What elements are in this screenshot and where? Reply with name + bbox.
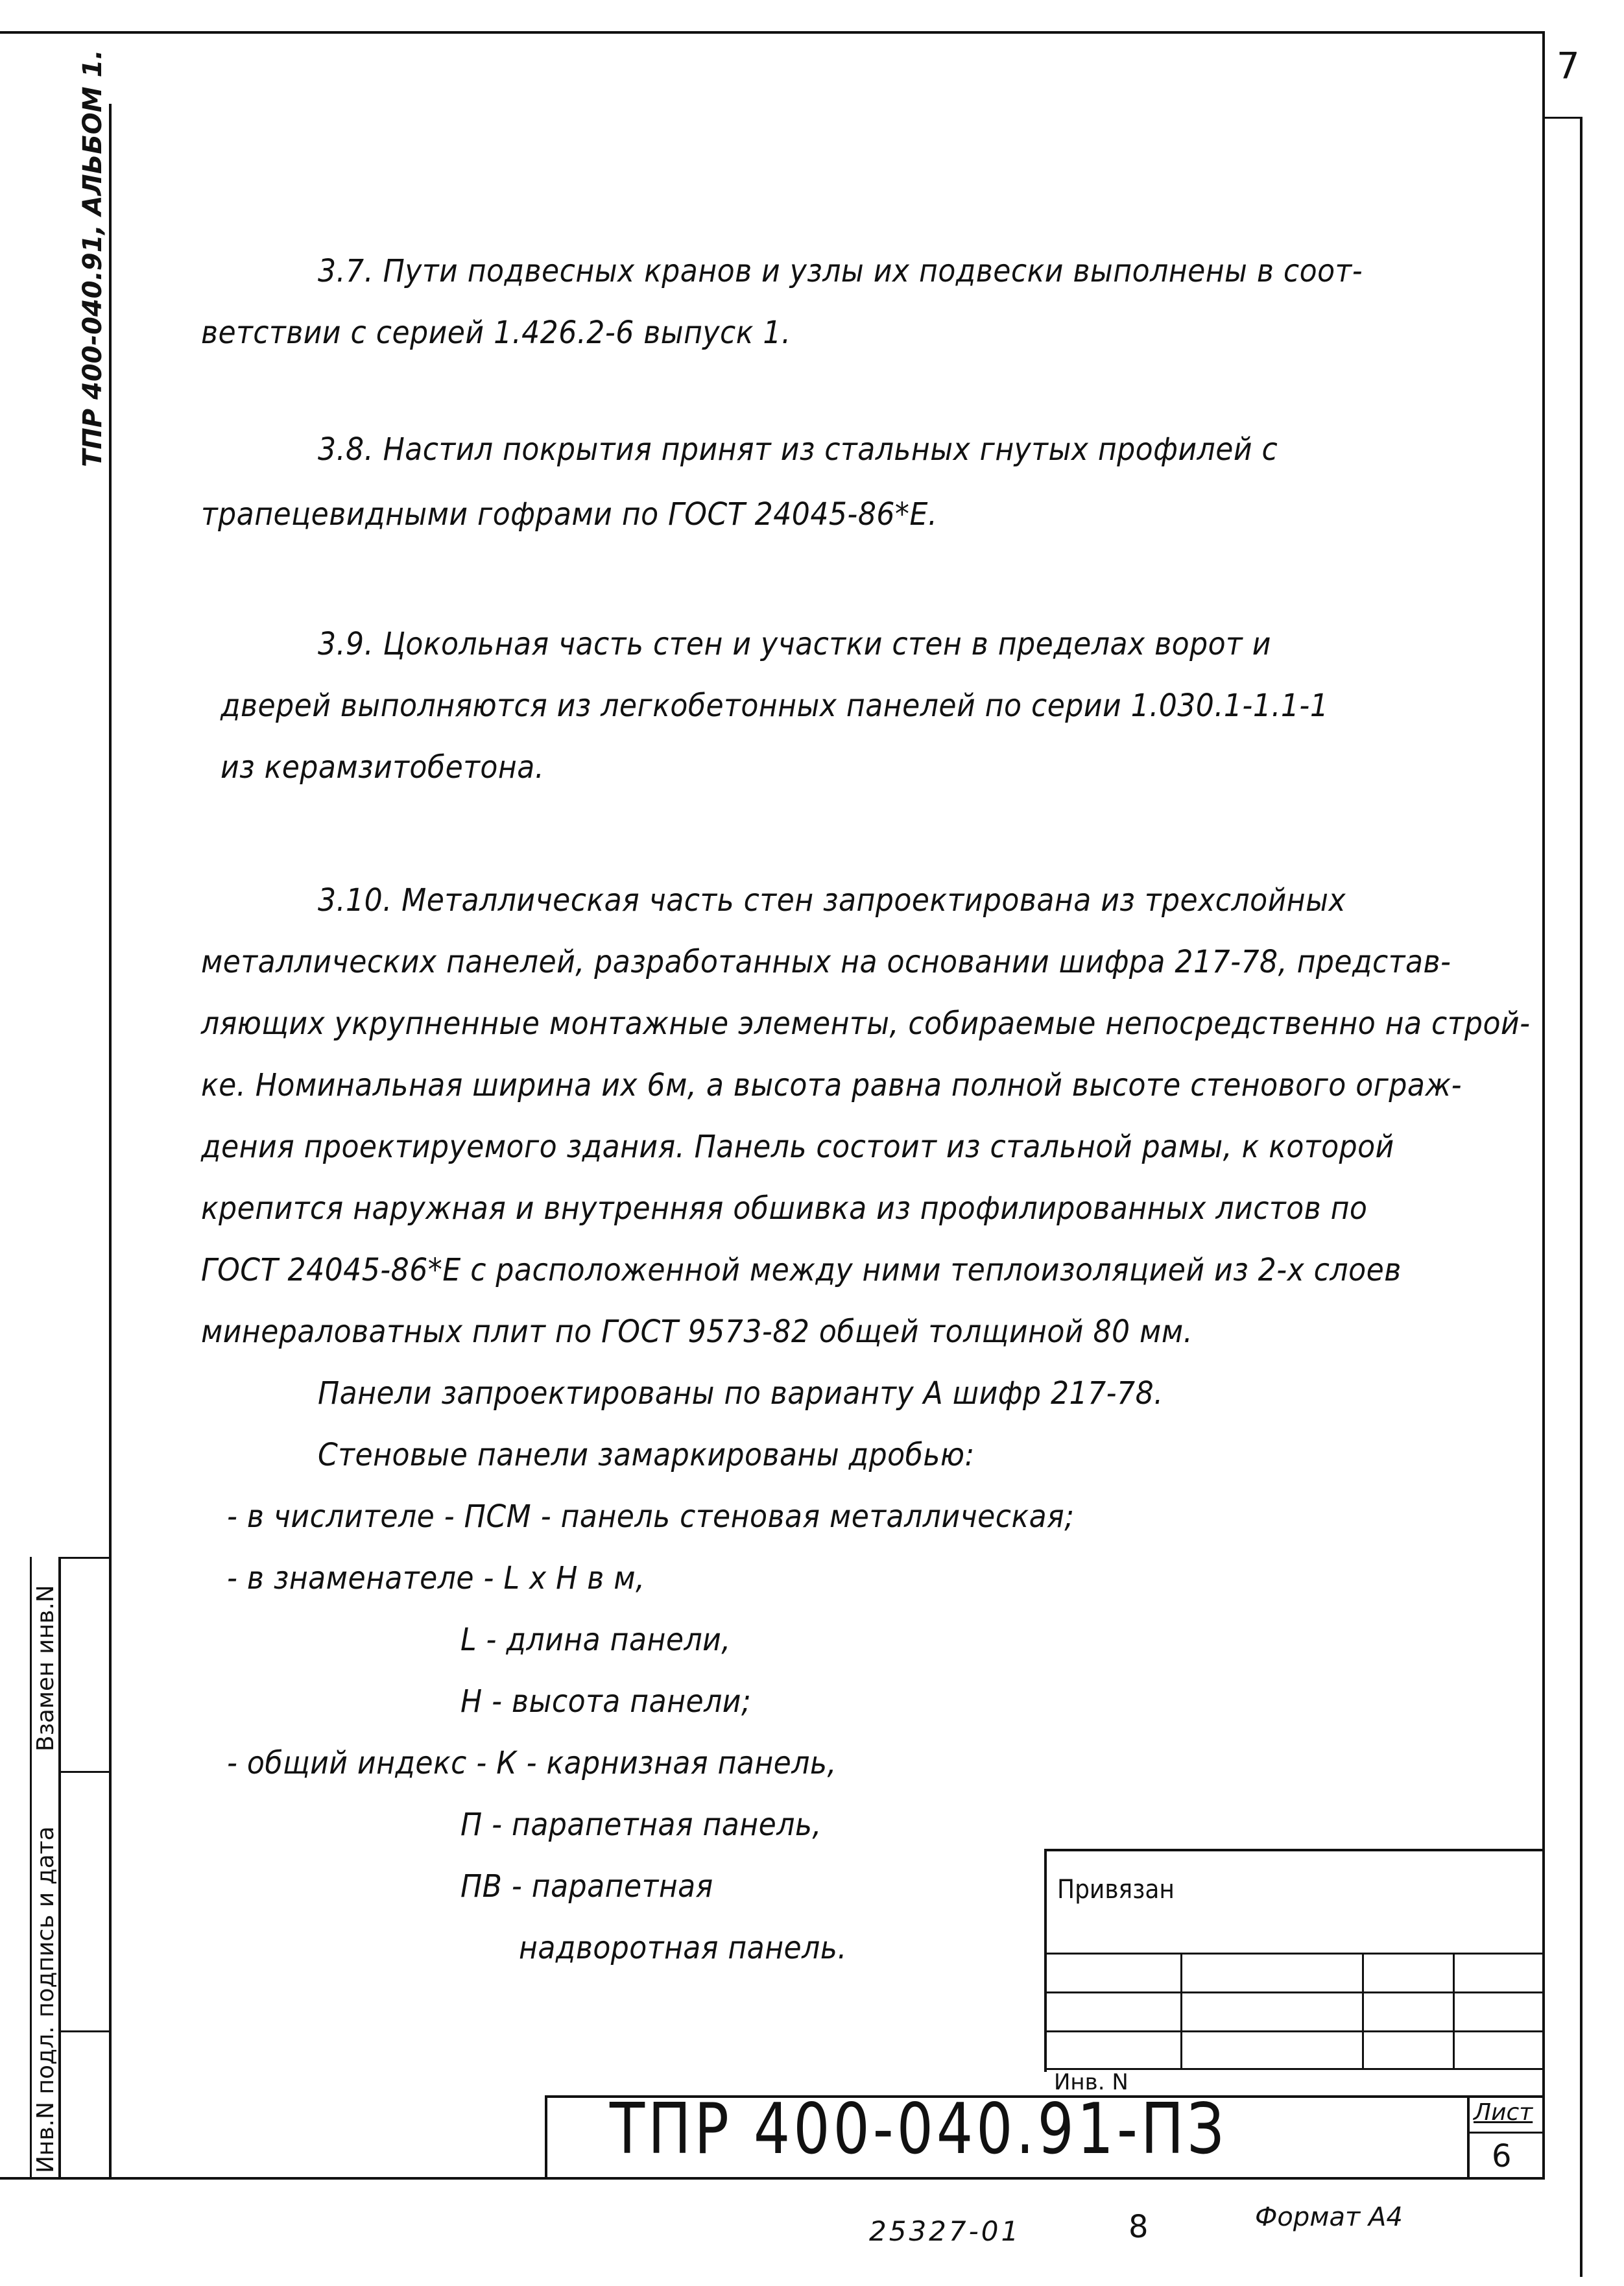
list-item-L: L - длина панели, [460,1622,731,1658]
stamp-row3 [1044,2030,1542,2032]
p38-line-1: 3.8. Настил покрытия принят из стальных гнутых профилей с [318,431,1278,468]
footer-format: Формат А4 [1255,2202,1403,2232]
p310-line-6: крепится наружная и внутренняя обшивка из профилированных листов по [201,1190,1368,1227]
p310-line-5: дения проектируемого здания. Панель состоит из стальной рамы, к которой [201,1129,1394,1165]
p37-line-2: ветствии с серией 1.426.2-6 выпуск 1. [201,315,791,351]
stamp-col3 [1453,1953,1455,2069]
panels-marking: Стеновые панели замаркированы дробью: [318,1437,975,1473]
sheet-row [1467,2132,1542,2134]
p310-line-3: ляющих укрупненные монтажные элементы, собираемые непосредственно на строй- [201,1005,1531,1042]
list-item-P: П - парапетная панель, [460,1807,822,1843]
left-strip-div1 [58,1557,110,1559]
stamp-privyazan: Привязан [1057,1875,1175,1905]
list-item-index: - общий индекс - К - карнизная панель, [227,1745,837,1781]
left-strip-inv-podl: Инв.N подл. [32,2026,59,2173]
p310-line-1: 3.10. Металлическая часть стен запроектирована из трехслойных [318,882,1346,919]
stamp-col2 [1362,1953,1364,2069]
left-strip-podpis: подпись и дата [32,1826,59,2017]
footer-number: 25327-01 [869,2215,1021,2247]
p39-line-1: 3.9. Цокольная часть стен и участки стен в пределах ворот и [318,626,1271,662]
doc-code: ТПР 400-040.91-ПЗ [610,2089,1228,2170]
panels-variant: Панели запроектированы по варианту А шифр 217-78. [318,1375,1164,1412]
p39-line-3: из керамзитобетона. [221,749,545,786]
stamp-col1 [1180,1953,1182,2069]
p310-line-2: металлических панелей, разработанных на основании шифра 217-78, представ- [201,944,1451,980]
frame-right-inner [1542,117,1581,119]
p39-line-2: дверей выполняются из легкобетонных панелей по серии 1.030.1-1.1-1 [221,688,1329,724]
p38-line-2: трапецевидными гофрами по ГОСТ 24045-86*Е. [201,496,938,533]
left-strip-div2 [58,1771,110,1773]
sheet-label: Лист [1474,2099,1533,2126]
p310-line-4: ке. Номинальная ширина их 6м, а высота равна полной высоте стенового ограж- [201,1067,1462,1103]
list-item-denominator: - в знаменателе - L x H в м, [227,1560,645,1596]
p37-line-1: 3.7. Пути подвесных кранов и узлы их подвески выполнены в соот- [318,253,1363,289]
frame-top [0,31,1544,34]
stamp-row1 [1044,1953,1542,1955]
left-strip-vzamen: Взамен инв.N [32,1585,59,1751]
p310-line-8: минераловатных плит по ГОСТ 9573-82 общей толщиной 80 мм. [201,1314,1193,1350]
side-label: ТПР 400-040.91, АЛЬБОМ 1. [78,49,108,467]
list-item-PV: ПВ - парапетная [460,1868,713,1905]
sheet-number: 6 [1492,2138,1512,2174]
frame-right-rail [1580,117,1582,2277]
list-item-numerator: - в числителе - ПСМ - панель стеновая металлическая; [227,1498,1075,1535]
list-item-PV-2: надворотная панель. [519,1930,847,1966]
stamp-inv-no: Инв. N [1054,2069,1128,2095]
footer-page: 8 [1128,2209,1149,2245]
left-strip-inner [30,1557,32,2177]
page-number-top: 7 [1557,45,1580,88]
sheet-col [1467,2095,1470,2177]
stamp-row2 [1044,1991,1542,1993]
list-item-H: H - высота панели; [460,1683,752,1720]
left-strip-div3 [58,2030,110,2032]
p310-line-7: ГОСТ 24045-86*Е с расположенной между ними теплоизоляцией из 2-х слоев [201,1252,1402,1288]
frame-left [109,104,112,2180]
